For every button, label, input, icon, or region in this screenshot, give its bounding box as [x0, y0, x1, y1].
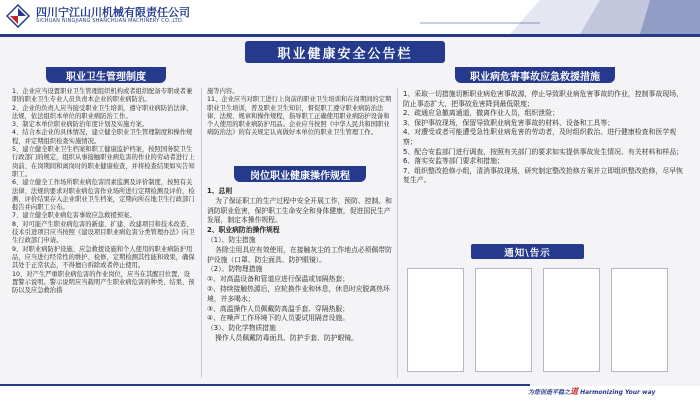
- list-item: 6、建立健全工作场所职业病危害因素监测及评价制度，按照有关法律、法规的要求对职业病危害作业场所进行定期检测及评价，检测、评价结果存入企业职业卫生档案，定期向所在地卫生行政部门报告并向职工公布。: [12, 179, 195, 212]
- list-item: 7、建立健全职业病危害事故应急救援预案。: [12, 212, 136, 220]
- list-item: 施等内容。: [207, 88, 239, 95]
- top-stripe: [0, 34, 700, 37]
- right-column: [403, 90, 688, 186]
- list-item: 5、建立健全职业卫生档案和职工健康监护档案，按照国务院卫生行政部门的规定，组织从事接触职业病危害的作业的劳动者进行上岗前、在岗期间和离岗时的职业健康检查，并将检查结果如实告知职工。: [12, 146, 195, 178]
- list-item: 2、企业的负责人应当接受职业卫生培训，遵守职业病防治法律、法规，依法组织本单位的职业病防治工作。: [12, 104, 193, 120]
- list-item: 9、对职业病防护设施、应急救援设施和个人使用的职业病防护用品，应当进行经常性的维护、检修，定期检测其性能和效果，确保其处于正常状态，不得擅自拆除或者停止使用。: [12, 245, 195, 270]
- list-item: 7、组织整改抢修小组，清消事故现场，研究制定整改抢修方案并立即组织整改抢修，尽早恢复生产。: [403, 166, 684, 185]
- right-section-header: 职业病危害事故应急救援措施: [455, 67, 615, 83]
- page-title: 职业健康安全公告栏: [277, 46, 413, 62]
- sub1-text: 各除尘用具应有效使用，在接触灰尘的工作地点必须佩带防护设施（口罩、防尘面具、防护眼镜）。: [207, 245, 392, 264]
- list-item: 2、疏通应急撤离通道，撤离作业人员，组织泄险；: [403, 109, 559, 118]
- bottom-stripe: [0, 384, 530, 386]
- general-text: 为了保证职工的生产过程中安全开展工作，预防、控制、和消防职业危害，保护职工生命安全和身体健康，促进国民生产发展，制定本操作规程。: [207, 196, 392, 225]
- notice-panel: [407, 268, 464, 372]
- footer-slogan: [528, 386, 655, 397]
- left-column: [12, 88, 195, 295]
- list-item: 1、企业应当设置职业卫生管理组织机构或者组织配备专职或者兼职的职业卫生专业人员负责本企业的职业病防治。: [12, 88, 193, 104]
- left-section-header: 职业卫生管理制度: [46, 67, 166, 83]
- general-title: 1、总则: [207, 187, 233, 195]
- middle-column: [207, 187, 392, 344]
- sub2-title: （2）、防物理措施: [207, 265, 263, 274]
- list-item: 3、保护事故现场，保留导致职业病危害事故的材料、设备和工具等；: [403, 118, 615, 127]
- list-item: ①、对高温设备和管道应进行保温或加隔热套；: [207, 275, 350, 284]
- notice-header: 通知\告示: [471, 244, 584, 259]
- main-title-banner: [245, 41, 445, 63]
- list-item: 3、制定本单位职业病防治年度计划及实施方案。: [12, 121, 149, 129]
- company-name-en: SICHUAN NINGJIANG SHANCHUAN MACHINERY CO.,LTD.: [36, 18, 184, 24]
- slogan-en: Harmonizing Your way: [580, 389, 656, 396]
- company-logo-icon: [6, 4, 30, 28]
- list-item: 5、配合安监部门进行调查，按照有关部门的要求如实提供事故发生情况、有关材料和样品；: [403, 147, 684, 156]
- list-item: ②、持续接触热源后，应轮换作业和休息，休息时应脱离热环境，并多喝水；: [207, 284, 390, 303]
- list-item: 4、对遭受或者可能遭受急性职业病危害的劳动者，及时组织救治、进行健康检查和医学观察；: [403, 128, 677, 146]
- slogan-mark: 道: [570, 387, 579, 396]
- notice-panel: [475, 268, 532, 372]
- sub3-title: （3）、防化学物质措施: [207, 324, 276, 333]
- sub1-title: （1）、防尘措施: [207, 235, 256, 244]
- sub3-text: 操作人员佩戴防毒面具、防护手套、防护眼镜。: [215, 333, 358, 342]
- list-item: 6、落实安监等部门要求和措施；: [403, 157, 504, 166]
- header-decoration: [280, 0, 700, 34]
- list-item: 8、对可能产生职业病危害的新建、扩建、改建项目和技术改造、技术引进项目应当按照《建设项目职业病危害分类管理办法》向卫生行政部门申请。: [12, 220, 195, 245]
- company-name-cn: 四川宁江山川机械有限责任公司: [36, 6, 190, 19]
- list-item: 4、结合本企业的具体情况，建立健全职业卫生管理制度和操作规程，并定期组织检查实施情况。: [12, 129, 193, 145]
- list-item: ③、高温操作人员佩戴防高温手套、穿隔热服；: [207, 304, 350, 313]
- column-divider: [201, 88, 202, 378]
- middle-section-header: 岗位职业健康操作规程: [234, 166, 366, 182]
- list-item: 1、采取一切措施切断职业病危害事故源，停止导致职业病危害事故的作业，控制事故现场，防止事态扩大，把事故危害降到最低限度；: [403, 90, 684, 108]
- middle-continuation: [207, 88, 392, 138]
- slogan-cn: 为您创造平稳之: [528, 389, 571, 396]
- measures-title: 2、职业病防治操作规程: [207, 226, 280, 235]
- notice-panel: [611, 268, 668, 372]
- column-divider: [397, 88, 398, 378]
- list-item: ④、在噪声工作环境下的人员要试用隔音设施。: [207, 314, 350, 323]
- list-item: 11、企业应当对职工进行上岗前的职业卫生培训和在岗期间的定期职业卫生培训，普及职业卫生知识，督促职工遵守职业病防治法律、法规、规章和操作规程，指导职工正确使用职业病防护设备和个人使用的职业病防护用品。企业应当按照《中华人民共和国职业病防治法》的有关规定认真做好本单位的职业卫生管理工作。: [207, 96, 392, 137]
- list-item: 10、对产生严重职业病危害的作业岗位，应当在其醒目位置，设置警示说明。警示说明应当载明产生职业病危害的种类、结果、预防以及应急救治措: [12, 270, 195, 295]
- notice-panel: [543, 268, 600, 372]
